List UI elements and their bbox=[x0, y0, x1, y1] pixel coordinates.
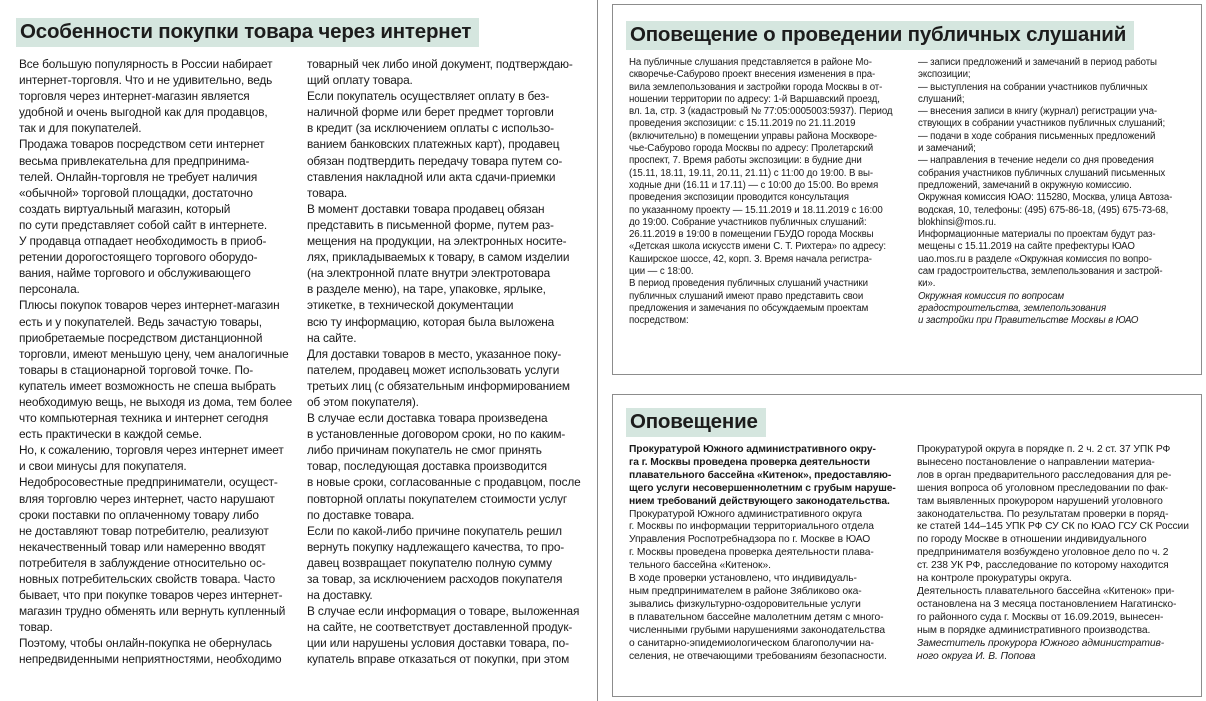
text-line: предложения и замечания по обсуждаемым проектам bbox=[629, 302, 869, 314]
text-line: третьих лиц (с обязательным информированием bbox=[307, 378, 570, 393]
text-line: купатель вправе отказаться от покупки, при этом bbox=[307, 652, 570, 667]
text-line: проведения экспозиции проводится консультация bbox=[629, 192, 849, 204]
article3-title: Оповещение bbox=[626, 408, 766, 437]
text-line: го районного суда г. Москвы от 16.09.2019, вынесен- bbox=[917, 611, 1164, 623]
text-line: ставления накладной или акта сдачи-приемки bbox=[307, 169, 556, 184]
text-line: blokhinsi@mos.ru. bbox=[918, 216, 997, 228]
text-line: Прокуратурой округа в порядке п. 2 ч. 2 ст. 37 УПК РФ bbox=[917, 444, 1171, 455]
text-line: ретении дорогостоящего торгового оборудо- bbox=[19, 250, 258, 265]
text-line: телей. Онлайн-торговля не требует наличия bbox=[19, 169, 258, 184]
text-line: по доставке товара. bbox=[307, 507, 415, 522]
text-line: в разделе меню), на таре, упаковке, ярлыке, bbox=[307, 282, 546, 297]
text-line: товара. bbox=[307, 185, 348, 200]
article2-column-1 bbox=[629, 57, 911, 328]
text-line: — внесения записи в книгу (журнал) регистрации уча- bbox=[918, 106, 1158, 118]
text-line: Все большую популярность в России набирает bbox=[19, 57, 273, 71]
text-line: товар, последующая доставка производится bbox=[307, 459, 547, 474]
text-line: по сути представляет собой сайт в интернете. bbox=[19, 217, 268, 232]
text-line: ношении территории по адресу: 1-й Варшавский проезд, bbox=[629, 93, 880, 105]
text-line: Но, к сожалению, торговля через интернет имеет bbox=[19, 443, 284, 458]
text-line: чье-Сабурово города Москвы по адресу: Пролетарский bbox=[629, 143, 874, 155]
text-line: собрания участников публичных слушаний письменных bbox=[918, 167, 1166, 179]
text-line: ции или нарушены условия доставки товара, по- bbox=[307, 636, 569, 651]
text-line: ным предпринимателем в районе Зябликово ока- bbox=[629, 585, 862, 597]
text-line: на контроле прокуратуры округа. bbox=[917, 573, 1072, 585]
article3-column-1 bbox=[629, 444, 911, 663]
text-line: в плавательном бассейне малолетним детям с много- bbox=[629, 611, 884, 623]
text-line: «обычной» торговой площадки, достаточно bbox=[19, 185, 253, 200]
text-line: в кредит (за исключением оплаты с использо- bbox=[307, 121, 554, 136]
text-line: 26.11.2019 в 19:00 в помещении ГБУДО города Москвы bbox=[629, 229, 874, 241]
text-line: — подачи в ходе собрания письменных предложений bbox=[918, 130, 1156, 142]
text-line: есть и у покупателей. Ведь зачастую товары, bbox=[19, 314, 262, 329]
text-line: тельного бассейна «Китенок». bbox=[629, 560, 771, 572]
text-line: в установленные договором сроки, но по каким- bbox=[307, 427, 566, 442]
text-line: Каширское шоссе, 42, корп. 3. Время начала регистра- bbox=[629, 253, 872, 265]
text-line: мещены с 15.11.2019 на сайте префектуры ЮАО bbox=[918, 241, 1135, 253]
text-line: вляя торговлю через интернет, часто нарушают bbox=[19, 491, 275, 506]
text-line: о санитарно-эпидемиологическом благополучии на- bbox=[629, 637, 874, 649]
text-line: зывались физкультурно-оздоровительные услуги bbox=[629, 598, 861, 610]
text-line: (включительно) в помещении управы района Москворе- bbox=[629, 130, 878, 142]
text-line: селения, не отвечающими требованиям безопасности. bbox=[629, 650, 887, 662]
text-line: купатель имеет возможность не спеша выбрать bbox=[19, 378, 276, 393]
text-line: там выявленных прокурором нарушений уголовного bbox=[917, 495, 1163, 507]
text-line: лов в орган предварительного расследования для ре- bbox=[917, 469, 1172, 481]
article2-title: Оповещение о проведении публичных слушаний bbox=[626, 21, 1134, 50]
text-line: — записи предложений и замечаний в период работы bbox=[918, 57, 1157, 68]
lead-line: плавательного бассейна «Китенок», предоставляю- bbox=[629, 469, 892, 481]
text-line: ным в порядке административного производства. bbox=[917, 624, 1151, 636]
text-line: и свои минусы для покупателя. bbox=[19, 459, 187, 474]
text-line: сроки поставки по оплаченному товару либо bbox=[19, 507, 259, 522]
text-line: слушаний; bbox=[918, 93, 965, 105]
text-line: представить в письменной форме, путем раз- bbox=[307, 217, 554, 232]
text-line: В случае если доставка товара произведена bbox=[307, 411, 548, 426]
text-line: — выступления на собрании участников публичных bbox=[918, 81, 1148, 93]
text-line: Управления Роспотребнадзора по г. Москве в ЮАО bbox=[629, 534, 871, 546]
text-line: скворечье-Сабурово проект внесения изменения в пра- bbox=[629, 69, 876, 81]
text-line: за товар, за исключением расходов покупателя bbox=[307, 572, 563, 586]
text-line: (на электронной плате внутри электротовара bbox=[307, 266, 551, 281]
text-line: У продавца отпадает необходимость в приоб- bbox=[19, 234, 267, 249]
text-line: весьма привлекательна для предпринима- bbox=[19, 153, 250, 168]
text-line: некачественный товар или намеренно вводят bbox=[19, 539, 266, 554]
text-line: не доставляют товар потребителю, реализуют bbox=[19, 523, 269, 538]
text-line: г. Москвы по информации территориального отдела bbox=[629, 521, 874, 533]
text-line: товар. bbox=[19, 620, 53, 635]
signature-line: Заместитель прокурора Южного административ- bbox=[917, 637, 1165, 649]
text-line: сам градостроительства, землепользования и застрой- bbox=[918, 266, 1163, 278]
article1-column-1 bbox=[19, 56, 305, 668]
text-line: проспект, 7. Время работы экспозиции: в будние дни bbox=[629, 155, 862, 167]
text-line: водская, 10, телефоны: (495) 675-86-18, (495) 675-73-68, bbox=[918, 204, 1169, 216]
text-line: Деятельность плавательного бассейна «Китенок» при- bbox=[917, 585, 1175, 597]
text-line: — направления в течение недели со дня проведения bbox=[918, 155, 1154, 167]
text-line: новных потребительских свойств товара. Часто bbox=[19, 572, 276, 586]
lead-line: Прокуратурой Южного административного окру- bbox=[629, 444, 876, 455]
text-line: ствующих в собрании участников публичных слушаний; bbox=[918, 118, 1166, 130]
text-line: удобной и очень выгодной как для продавцов, bbox=[19, 105, 268, 120]
text-line: всю ту информацию, которая была выложена bbox=[307, 314, 555, 329]
text-line: есть практически в каждой семье. bbox=[19, 427, 202, 442]
text-line: Прокуратурой Южного административного округа bbox=[629, 508, 862, 520]
text-line: вл. 1а, стр. 3 (кадастровый № 77:05:0005003:5937). Период bbox=[629, 106, 893, 118]
article2-column-2 bbox=[918, 57, 1198, 328]
text-line: по городу Москве в отношении индивидуального bbox=[917, 534, 1147, 546]
text-line: В момент доставки товара продавец обязан bbox=[307, 201, 545, 216]
text-line: численными грубыми нарушениями законодательства bbox=[629, 624, 886, 636]
text-line: Если по какой-либо причине покупатель решил bbox=[307, 523, 562, 538]
text-line: вания, найме торгового и обслуживающего bbox=[19, 266, 251, 281]
text-line: предложений, замечаний в окружную комиссию. bbox=[918, 179, 1132, 191]
text-line: ходные дни (16.11 и 17.11) — с 10:00 до 15:00. Во время bbox=[629, 179, 879, 191]
text-line: лях, прикладываемых к товару, в самом изделии bbox=[307, 250, 570, 265]
text-line: В ходе проверки установлено, что индивидуаль- bbox=[629, 573, 857, 585]
text-line: по указанному проекту — 15.11.2019 и 18.11.2019 с 16:00 bbox=[629, 204, 883, 216]
text-line: публичных слушаний имеют право представить свои bbox=[629, 290, 864, 302]
text-line: ст. 238 УК РФ, расследование по которому находится bbox=[917, 560, 1169, 572]
text-line: остановлена на 3 месяца постановлением Нагатинско- bbox=[917, 598, 1177, 610]
text-line: В период проведения публичных слушаний участники bbox=[629, 278, 868, 290]
text-line: на сайте, не соответствует доставленной продук- bbox=[307, 620, 573, 635]
lead-line: га г. Москвы проведена проверка деятельности bbox=[629, 456, 870, 468]
column-divider bbox=[597, 0, 598, 701]
lead-line: нием требований действующего законодательства. bbox=[629, 495, 890, 507]
text-line: на сайте. bbox=[307, 330, 357, 345]
text-line: необходимую вещь, не выходя из дома, тем более bbox=[19, 394, 293, 409]
text-line: ванием банковских платежных карт), продавец bbox=[307, 137, 560, 152]
text-line: обязан подтвердить передачу товара путем со- bbox=[307, 153, 563, 168]
text-line: вернуть покупку надлежащего качества, то про- bbox=[307, 539, 565, 554]
text-line: повторной оплаты покупателем стоимости услуг bbox=[307, 491, 568, 506]
text-line: щий оплату товара. bbox=[307, 73, 413, 88]
text-line: На публичные слушания представляется в районе Мо- bbox=[629, 57, 872, 68]
text-line: потребителя в заблуждение относительно ос- bbox=[19, 555, 266, 570]
signature-line: и застройки при Правительстве Москвы в ЮАО bbox=[918, 315, 1139, 327]
text-line: об этом покупателя). bbox=[307, 394, 419, 409]
text-line: приобретаемые посредством дистанционной bbox=[19, 330, 263, 345]
text-line: Информационные материалы по проектам будут раз- bbox=[918, 229, 1156, 241]
text-line: предпринимателя возбуждено уголовное дело по ч. 2 bbox=[917, 547, 1169, 559]
text-line: торговли, имеют меньшую цену, чем аналогичные bbox=[19, 346, 289, 361]
signature-line: ного округа И. В. Попова bbox=[917, 650, 1036, 662]
text-line: на доставку. bbox=[307, 588, 373, 603]
text-line: ке статей 144–145 УПК РФ СУ СК по ЮАО ГСУ СК России bbox=[917, 521, 1189, 533]
text-line: интернет-торговля. Что и не удивительно, ведь bbox=[19, 73, 273, 88]
text-line: непредвиденными неприятностями, необходимо bbox=[19, 652, 282, 667]
text-line: Поэтому, чтобы онлайн-покупка не обернулась bbox=[19, 636, 272, 651]
text-line: в новые сроки, согласованные с продавцом, после bbox=[307, 475, 581, 490]
text-line: давец возвращает покупателю полную сумму bbox=[307, 555, 552, 570]
text-line: Недобросовестные предприниматели, осущест- bbox=[19, 475, 278, 490]
text-line: что компьютерная техника и интернет сегодня bbox=[19, 411, 269, 426]
text-line: Если покупатель осуществляет оплату в без- bbox=[307, 89, 550, 104]
text-line: Продажа товаров посредством сети интернет bbox=[19, 137, 265, 152]
text-line: вила землепользования и застройки города Москвы в от- bbox=[629, 81, 883, 93]
text-line: г. Москвы проведена проверка деятельности плава- bbox=[629, 547, 874, 559]
text-line: законодательства. По результатам проверки в поряд- bbox=[917, 508, 1169, 520]
text-line: магазин трудно обменять или вернуть купленный bbox=[19, 604, 286, 619]
text-line: (15.11, 18.11, 19.11, 20.11, 21.11) с 11:00 до 19:00. В вы- bbox=[629, 167, 873, 179]
article3-column-2 bbox=[917, 444, 1197, 663]
text-line: этикетке, в технической документации bbox=[307, 298, 514, 313]
text-line: либо причинам покупатель не смог принять bbox=[307, 443, 542, 458]
text-line: Плюсы покупок товаров через интернет-магазин bbox=[19, 298, 280, 313]
text-line: товарный чек либо иной документ, подтверждаю- bbox=[307, 57, 573, 71]
text-line: проведения экспозиции: с 15.11.2019 по 21.11.2019 bbox=[629, 118, 856, 130]
signature-line: Окружная комиссия по вопросам bbox=[918, 290, 1065, 302]
text-line: экспозиции; bbox=[918, 69, 971, 81]
text-line: наличной форме или берет предмет торговли bbox=[307, 105, 554, 120]
text-line: торговля через интернет-магазин является bbox=[19, 89, 250, 104]
text-line: и замечаний; bbox=[918, 143, 976, 155]
text-line: ки». bbox=[918, 278, 936, 290]
text-line: персонала. bbox=[19, 282, 80, 297]
text-line: Для доставки товаров в место, указанное поку- bbox=[307, 346, 562, 361]
lead-line: щего услуги несовершеннолетним с грубым наруше- bbox=[629, 482, 896, 494]
text-line: В случае если информация о товаре, выложенная bbox=[307, 604, 580, 619]
article1-title: Особенности покупки товара через интернет bbox=[16, 18, 479, 47]
text-line: до 19:00. Собрание участников публичных слушаний: bbox=[629, 216, 867, 228]
text-line: посредством: bbox=[629, 315, 689, 327]
text-line: вынесено постановление о направлении материа- bbox=[917, 456, 1155, 468]
text-line: мещения на продукции, на электронных носите- bbox=[307, 234, 567, 249]
article1-column-2 bbox=[307, 56, 589, 668]
text-line: создать виртуальный магазин, который bbox=[19, 201, 231, 216]
text-line: так и для покупателей. bbox=[19, 121, 142, 136]
text-line: Окружная комиссия ЮАО: 115280, Москва, улица Автоза- bbox=[918, 192, 1173, 204]
text-line: «Детская школа искусств имени С. Т. Рихтера» по адресу: bbox=[629, 241, 887, 253]
signature-line: градостроительства, землепользования bbox=[918, 302, 1107, 314]
text-line: ции — с 18:00. bbox=[629, 266, 694, 278]
text-line: uao.mos.ru в разделе «Окружная комиссия по вопро- bbox=[918, 253, 1152, 265]
text-line: бывает, что при покупке товаров через интернет- bbox=[19, 588, 283, 603]
text-line: пателем, продавец может использовать услуги bbox=[307, 362, 560, 377]
text-line: товары в стационарной торговой точке. По- bbox=[19, 362, 254, 377]
text-line: шения вопроса об уголовном преследовании по фак- bbox=[917, 482, 1169, 494]
